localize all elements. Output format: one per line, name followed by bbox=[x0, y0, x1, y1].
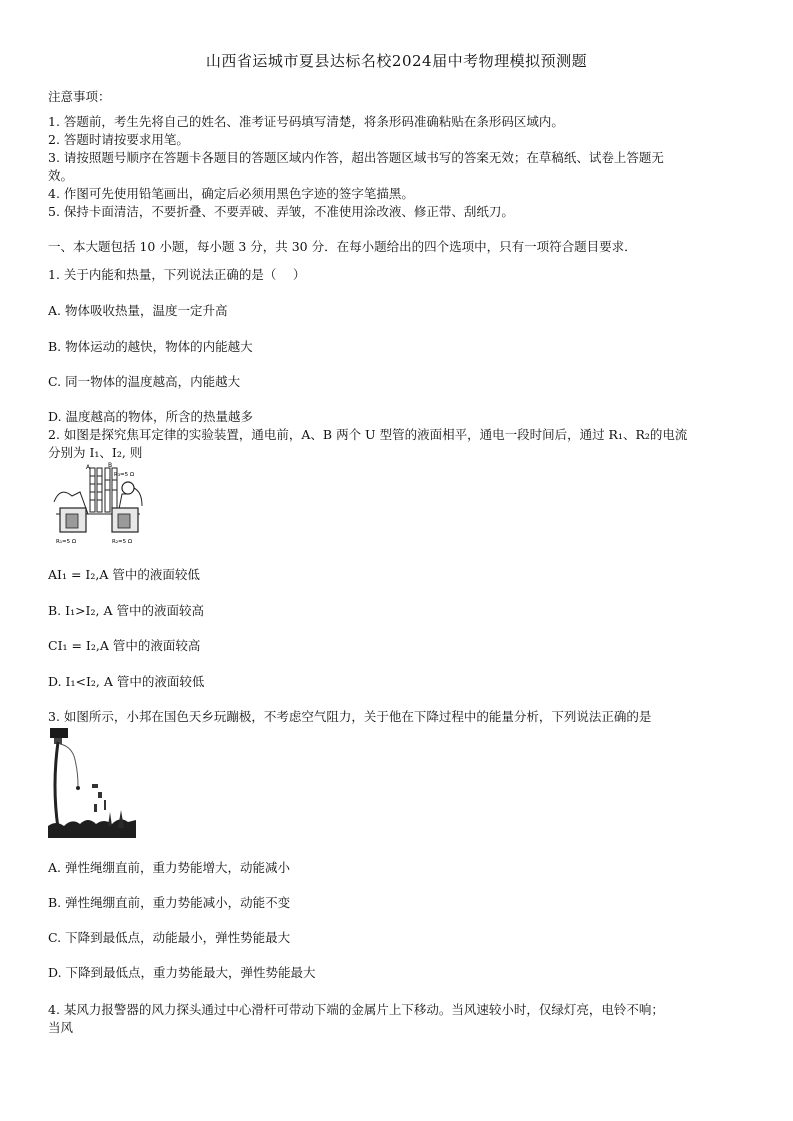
notice-item-4: 4. 作图可先使用铅笔画出，确定后必须用黑色字迹的签字笔描黑。 bbox=[48, 186, 414, 201]
q1-option-a: A. 物体吸收热量，温度一定升高 bbox=[48, 303, 228, 318]
q1-option-d: D. 温度越高的物体，所含的热量越多 bbox=[48, 409, 254, 424]
q3-option-d: D. 下降到最低点，重力势能最大，弹性势能最大 bbox=[48, 965, 316, 980]
q1-option-c: C. 同一物体的温度越高，内能越大 bbox=[48, 374, 241, 389]
notice-item-1: 1. 答题前，考生先将自己的姓名、准考证号码填写清楚，将条形码准确粘贴在条形码区域内。 bbox=[48, 114, 564, 129]
label-b: B bbox=[108, 462, 113, 469]
label-r2: R₂=5 Ω bbox=[112, 539, 133, 545]
notice-item-5: 5. 保持卡面清洁，不要折叠、不要弄破、弄皱，不准使用涂改液、修正带、刮纸刀。 bbox=[48, 204, 514, 219]
label-r3: R₃=5 Ω bbox=[114, 472, 135, 478]
q1-option-b: B. 物体运动的越快，物体的内能越大 bbox=[48, 339, 253, 354]
section-heading: 一、本大题包括 10 小题，每小题 3 分，共 30 分．在每小题给出的四个选项中，只有一项符合题目要求． bbox=[48, 239, 637, 254]
q2-joule-apparatus-figure bbox=[50, 462, 150, 548]
page-title: 山西省运城市夏县达标名校2024届中考物理模拟预测题 bbox=[205, 52, 588, 70]
notice-item-2: 2. 答题时请按要求用笔。 bbox=[48, 132, 189, 147]
q3-option-c: C. 下降到最低点，动能最小，弹性势能最大 bbox=[48, 930, 291, 945]
notice-heading: 注意事项： bbox=[48, 89, 111, 104]
q2-option-a: AI₁ = I₂,A 管中的液面较低 bbox=[48, 567, 200, 582]
q2-option-d: D. I₁<I₂, A 管中的液面较低 bbox=[48, 674, 205, 689]
notice-item-3-cont: 效。 bbox=[48, 168, 74, 183]
q2-stem-line1: 2. 如图是探究焦耳定律的实验装置，通电前，A、B 两个 U 型管的液面相平，通电一段时间后，通过 R₁、R₂的电流 bbox=[48, 427, 688, 442]
q3-bungee-photo bbox=[48, 726, 136, 838]
q3-option-b: B. 弹性绳绷直前，重力势能减小，动能不变 bbox=[48, 895, 291, 910]
q2-option-c: CI₁ = I₂,A 管中的液面较高 bbox=[48, 638, 201, 653]
q3-option-a: A. 弹性绳绷直前，重力势能增大，动能减小 bbox=[48, 860, 290, 875]
q2-option-b: B. I₁>I₂, A 管中的液面较高 bbox=[48, 603, 204, 618]
notice-item-3: 3. 请按照题号顺序在答题卡各题目的答题区域内作答，超出答题区域书写的答案无效；在草稿纸、试卷上答题无 bbox=[48, 150, 664, 165]
label-r1: R₁=5 Ω bbox=[56, 539, 77, 545]
q4-stem-line1: 4. 某风力报警器的风力探头通过中心滑杆可带动下端的金属片上下移动。当风速较小时，仅绿灯亮，电铃不响； bbox=[48, 1002, 664, 1017]
q1-stem: 1. 关于内能和热量，下列说法正确的是（ ） bbox=[48, 267, 306, 282]
q3-stem: 3. 如图所示，小邦在国色天乡玩蹦极，不考虑空气阻力，关于他在下降过程中的能量分析，下列说法正确的是 bbox=[48, 709, 652, 724]
q2-stem-line2: 分别为 I₁、I₂, 则 bbox=[48, 445, 143, 460]
q4-stem-line2: 当风 bbox=[48, 1020, 74, 1035]
label-a: A bbox=[86, 464, 91, 471]
